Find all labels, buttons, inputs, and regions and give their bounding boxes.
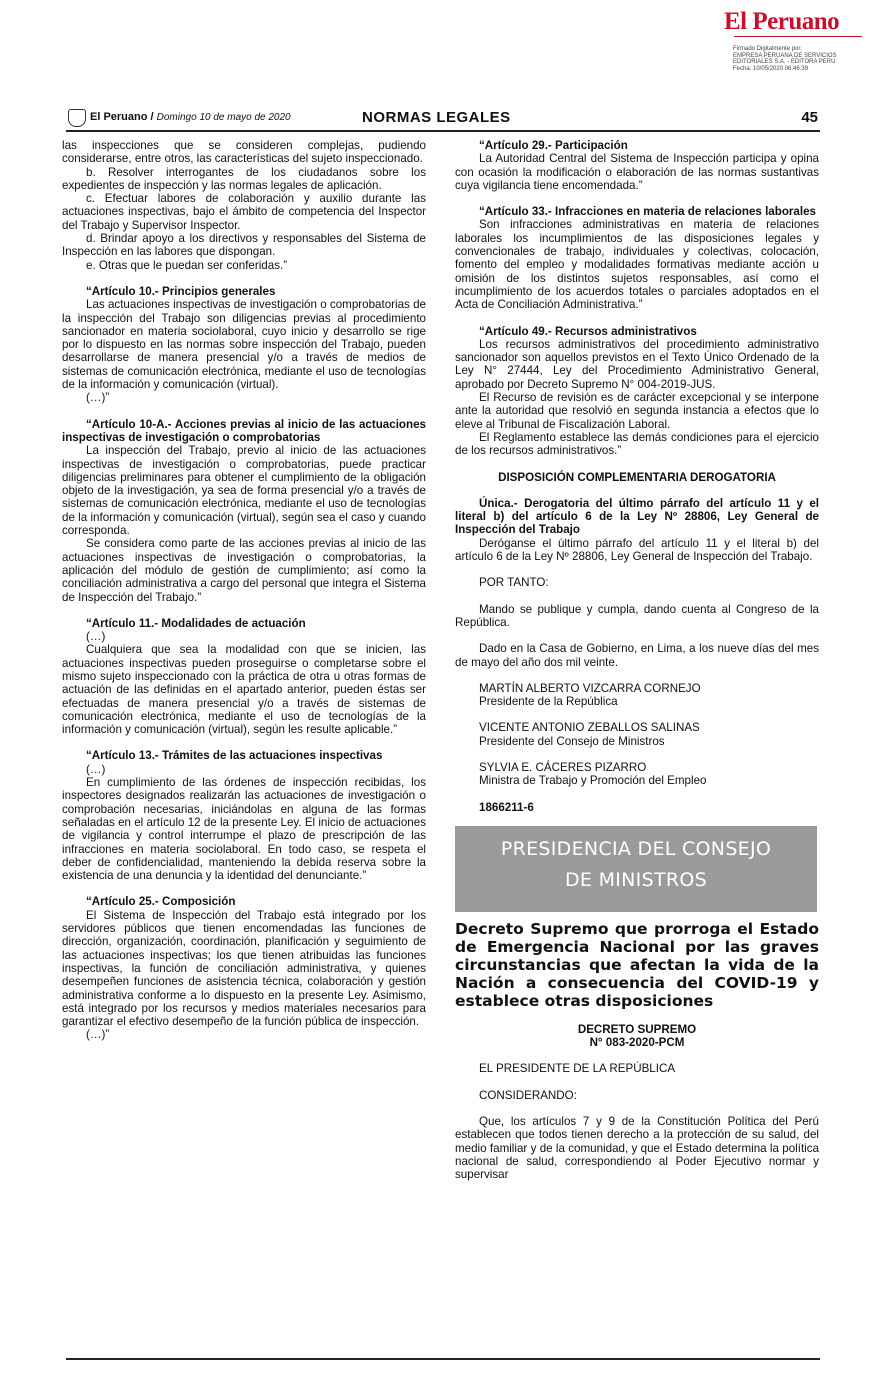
article-heading [455,139,819,152]
paragraph: El Reglamento establece las demás condiciones para el ejercicio de los recursos administrativos.” [455,430,819,458]
paragraph: El Recurso de revisión es de carácter excepcional y se interpone ante la autoridad que resolvió en segunda instancia a efectos que lo eleve al Tribunal de Fiscalización Laboral. [455,391,819,431]
article-title: “Artículo 10.- Principios generales [86,284,276,298]
right-column [455,139,819,1182]
paragraph: c. Efectuar labores de colaboración y auxilio durante las actuaciones inspectivas, bajo el ámbito de competencia del Inspector del Trabajo y Supervisor Inspector. [62,192,426,232]
decree-label-text: DECRETO SUPREMO [577,1022,697,1036]
header-date: Domingo 10 de mayo de 2020 [156,112,291,123]
paragraph: CONSIDERANDO: [479,1088,577,1102]
logo-underline [734,36,862,37]
signature-line: EMPRESA PERUANA DE SERVICIOS [733,52,837,59]
paragraph: Los recursos administrativos del procedimiento administrativo sancionador son aquellos previstos en el Texto Único Ordenado de la Ley N° 27444, Ley del Procedimiento Administrativo General, aprobado por Decreto Supremo N° 004-2019-JUS. [455,337,819,391]
paragraph: Se considera como parte de las acciones previas al inicio de las actuaciones inspectivas de investigación o comprobatorias, la aplicación del módulo de gestión de cumplimiento; así como la conciliación administrativa a cargo del personal que integra el Sistema de Inspección del Trabajo.” [62,537,426,604]
article-title: “Artículo 10-A.- Acciones previas al inicio de las actuaciones inspectivas de investigación o comprobatorias [62,417,426,444]
banner-line: DE MINISTROS [565,868,707,891]
el-peruano-logo: El Peruano [724,8,840,35]
article-title: “Artículo 13.- Trámites de las actuaciones inspectivas [86,749,383,763]
paragraph: La Autoridad Central del Sistema de Inspección participa y opina con ocasión la modificación o elaboración de las normas sustantivas cuya vigilancia tiene encomendada.” [455,152,819,192]
article-title: “Artículo 11.- Modalidades de actuación [86,616,306,630]
footer-rule [66,1358,820,1360]
paragraph: Mando se publique y cumpla, dando cuenta al Congreso de la República. [455,602,819,629]
banner-line: PRESIDENCIA DEL CONSEJO [500,837,772,860]
article-heading [62,895,426,908]
article-title: “Artículo 33.- Infracciones en materia de relaciones laborales [479,205,816,219]
paragraph: (…)” [86,1028,110,1042]
signatory-name: SYLVIA E. CÁCERES PIZARRO [479,760,647,774]
paragraph: El Sistema de Inspección del Trabajo está integrado por los servidores públicos que tienen encomendadas las funciones de dirección, organización, coordinación, planificación y seguimiento de las actuaciones inspectivas; los que tienen atribuidas las funciones inspectivas, la función de conciliación administrativa, y quienes desempeñen funciones de asistencia técnica, colaboración y gestión administrativa conforme a lo dispuesto en la presente Ley. Asimismo, está integrado por los recursos y medios materiales necesarios para garantizar el efectivo desempeño de la función pública de inspección. [62,908,426,1029]
norm-id: 1866211-6 [479,800,534,814]
article-heading [62,617,426,630]
disposition-heading: DISPOSICIÓN COMPLEMENTARIA DEROGATORIA [498,470,776,484]
signature-line: EDITORIALES S.A. - EDITORA PERU [733,59,836,65]
article-heading [455,325,819,338]
page-header [66,107,820,131]
paragraph: (…) [86,630,106,644]
signatory-name: MARTÍN ALBERTO VIZCARRA CORNEJO [479,681,701,695]
header-paper-name: El Peruano / [90,111,154,123]
article-title: “Artículo 49.- Recursos administrativos [479,324,697,338]
coat-of-arms-icon [68,109,86,127]
signature-line: Firmado Digitalmente por: [733,46,803,52]
paragraph: EL PRESIDENTE DE LA REPÚBLICA [479,1062,676,1076]
header-publication [90,111,291,123]
signatory-role: Presidente de la República [479,695,618,709]
left-column [62,139,426,1042]
paragraph: Cualquiera que sea la modalidad con que se inicien, las actuaciones inspectivas pueden proseguirse o completarse sobre el mismo sujeto inspeccionado con la práctica de otra u otras formas de actuación de las definidas en el apartado anterior, pueden éstas ser efectuadas de manera presencial y/o a través de sistemas de comunicación electrónica, mediante el uso de tecnologías de la información y comunicación (virtual), según les resulte aplicable.” [62,643,426,737]
decree-number-text: N° 083-2020-PCM [589,1036,685,1050]
article-title: “Artículo 25.- Composición [86,895,236,909]
section-banner [455,826,817,912]
decree-number [455,1036,819,1049]
paragraph: las inspecciones que se consideren complejas, pudiendo considerarse, entre otros, las características del sujeto inspeccionado. [62,139,426,166]
header-section: NORMAS LEGALES [362,109,511,126]
decree-title: Decreto Supremo que prorroga el Estado de Emergencia Nacional por las graves circunstancias que afectan la vida de la Nación a consecuencia del COVID-19 y establece otras disposiciones [455,919,819,1010]
article-heading [455,497,819,537]
paragraph: Son infracciones administrativas en materia de relaciones laborales los incumplimientos de las disposiciones legales y convencionales de trabajo, individuales y colectivas, colocación, fomento del empleo y modalidades formativas mediante acción u omisión de los distintos sujetos responsables, así como el incumplimiento de los acuerdos totales o parciales adoptados en el Acta de Conciliación Administrativa.” [455,218,819,312]
paragraph: Deróganse el último párrafo del artículo 11 y el literal b) del artículo 6 de la Ley Nº 28806, Ley General de Inspección del Trabajo. [455,536,819,564]
por-tanto: POR TANTO: [479,576,549,590]
paragraph: Dado en la Casa de Gobierno, en Lima, a los nueve días del mes de mayo del año dos mil veinte. [455,642,819,669]
signatory-role: Ministra de Trabajo y Promoción del Empleo [479,774,707,788]
article-heading [62,285,426,298]
paragraph: (…) [86,762,106,776]
decree-label [455,1023,819,1036]
paragraph: b. Resolver interrogantes de los ciudadanos sobre los expedientes de inspección y las normas legales de aplicación. [62,165,426,192]
article-heading [62,749,426,762]
article-heading [62,418,426,445]
paragraph: Las actuaciones inspectivas de investigación o comprobatorias de la inspección del Trabajo son diligencias previas al procedimiento sancionador en materia sociolaboral, cuyo inicio y desarrollo se rige por lo dispuesto en las normas sobre inspección del Trabajo, pueden desarrollarse de manera presencial y/o a través de medios de sistemas de comunicación electrónica, mediante el uso de tecnologías de la información y comunicación (virtual). [62,298,426,392]
section-heading [455,471,819,484]
page-number: 45 [801,109,818,126]
paragraph: Que, los artículos 7 y 9 de la Constitución Política del Perú establecen que todos tienen derecho a la protección de su salud, del medio familiar y de la comunidad, y que el Estado determina la política nacional de salud, correspondiendo al Poder Ejecutivo normar y supervisar [455,1115,819,1182]
paragraph: La inspección del Trabajo, previo al inicio de las actuaciones inspectivas de investigación o comprobatorias, puede practicar diligencias preliminares para obtener el cumplimiento de la obligación objeto de la investigación, ya sea de forma presencial y/o a través de sistemas de comunicación electrónica, mediante el uso de tecnologías de la información y comunicación (virtual), según sea el caso y cuando corresponda. [62,444,426,538]
signatory-name: VICENTE ANTONIO ZEBALLOS SALINAS [479,721,700,735]
paragraph: (…)” [86,391,110,405]
signature-line: Fecha: 10/05/2020 06:46:39 [733,65,809,72]
header-rule [66,130,820,132]
paragraph: En cumplimiento de las órdenes de inspección recibidas, los inspectores designados realizarán las actuaciones de investigación o comprobación necesarias, iniciándolas en alguna de las formas señaladas en el artículo 12 de la presente Ley. El inicio de actuaciones de vigilancia y control interrumpe el plazo de prescripción de las infracciones en materia sociolaboral. En todo caso, se respeta el deber de confidencialidad, manteniendo la debida reserva sobre la existencia de una denuncia y la identidad del denunciante.” [62,776,426,883]
digital-signature [733,46,863,72]
signatory-role: Presidente del Consejo de Ministros [479,734,665,748]
article-heading [455,205,819,218]
article-title: “Artículo 29.- Participación [479,139,628,152]
article-title: Única.- Derogatoria del último párrafo del artículo 11 y el literal b) del artículo 6 de la Ley Nº 28806, Ley General de Inspección del Trabajo [455,496,819,537]
paragraph: e. Otras que le puedan ser conferidas.” [86,258,288,272]
paragraph: d. Brindar apoyo a los directivos y responsables del Sistema de Inspección en las labores que dispongan. [62,232,426,259]
